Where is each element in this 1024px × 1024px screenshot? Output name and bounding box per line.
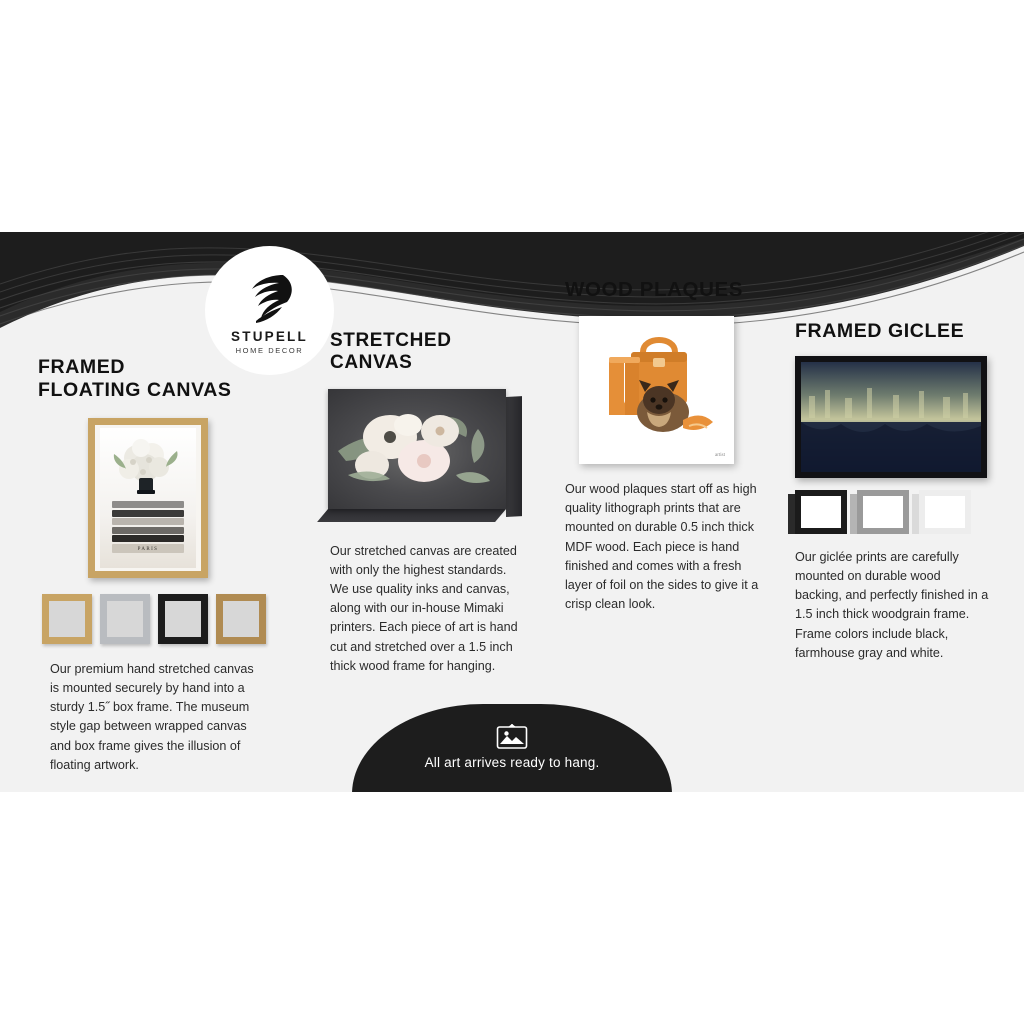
frame-color-swatches bbox=[42, 594, 288, 644]
section-title bbox=[795, 320, 995, 343]
black-frame-swatch bbox=[158, 594, 208, 644]
section-title bbox=[565, 278, 765, 302]
section-stretched-canvas bbox=[330, 330, 530, 676]
brand-name: STUPELL bbox=[231, 328, 308, 344]
ready-to-hang-banner bbox=[352, 704, 672, 792]
artwork-image bbox=[100, 428, 196, 568]
section-title-line1: FRAMED bbox=[38, 356, 126, 378]
wood-plaque-artwork bbox=[579, 316, 734, 464]
section-title bbox=[330, 330, 530, 375]
section-title-line1: FRAMED GICLEE bbox=[795, 320, 965, 342]
canvas-bottom-edge bbox=[317, 509, 506, 522]
infographic-panel bbox=[0, 232, 1024, 792]
section-title-line2: FLOATING CANVAS bbox=[38, 379, 232, 401]
canvas-side-edge bbox=[506, 396, 522, 517]
stupell-swoosh-icon bbox=[243, 271, 297, 327]
farmhouse-gray-frame-swatch bbox=[857, 490, 909, 534]
artwork-caption: PARIS bbox=[137, 547, 159, 552]
artwork-signature: artist bbox=[715, 453, 725, 459]
section-description: Our stretched canvas are created with only the highest standards. We use quality inks and canvas, along with our in-house Mimaki printers. Each piece of art is hand cut and stretched over a 1.5 inch thick wood frame for hanging. bbox=[330, 543, 518, 673]
banner-text: All art arrives ready to hang. bbox=[424, 755, 600, 770]
frame-color-swatches bbox=[795, 490, 995, 534]
section-title bbox=[38, 356, 288, 402]
section-title-line2: CANVAS bbox=[330, 352, 413, 374]
section-description: Our premium hand stretched canvas is mounted securely by hand into a sturdy 1.5˝ box frame. The museum style gap between wrapped canvas and box frame gives the illusion of floating artwork. bbox=[50, 662, 254, 772]
gold-frame-swatch bbox=[42, 594, 92, 644]
brand-tagline: HOME DECOR bbox=[235, 345, 304, 355]
silver-frame-swatch bbox=[100, 594, 150, 644]
section-description: Our giclée prints are carefully mounted on durable wood backing, and perfectly finished in a 1.5 inch thick woodgrain frame. Frame colors include black, farmhouse gray and white. bbox=[795, 550, 989, 660]
black-frame-swatch bbox=[795, 490, 847, 534]
picture-frame-icon bbox=[495, 722, 529, 750]
section-framed-giclee bbox=[795, 320, 995, 663]
section-description: Our wood plaques start off as high quality lithograph prints that are mounted on durable 0.5 inch thick MDF wood. Each piece is hand finished and comes with a fresh layer of foil on the sides to give it a crisp clean look. bbox=[565, 482, 759, 612]
framed-giclee-artwork bbox=[795, 356, 987, 478]
section-title-line1: STRETCHED bbox=[330, 330, 452, 351]
artwork-image bbox=[801, 362, 981, 472]
stretched-canvas-artwork bbox=[328, 389, 528, 524]
framed-floating-canvas-artwork bbox=[88, 418, 208, 578]
section-framed-floating-canvas bbox=[38, 356, 288, 775]
artwork-image bbox=[328, 389, 506, 509]
white-frame-swatch bbox=[919, 490, 971, 534]
woodgrain-frame-swatch bbox=[216, 594, 266, 644]
artwork-image bbox=[579, 316, 734, 464]
section-title-line1: WOOD PLAQUES bbox=[565, 278, 744, 301]
section-wood-plaques bbox=[565, 278, 765, 614]
